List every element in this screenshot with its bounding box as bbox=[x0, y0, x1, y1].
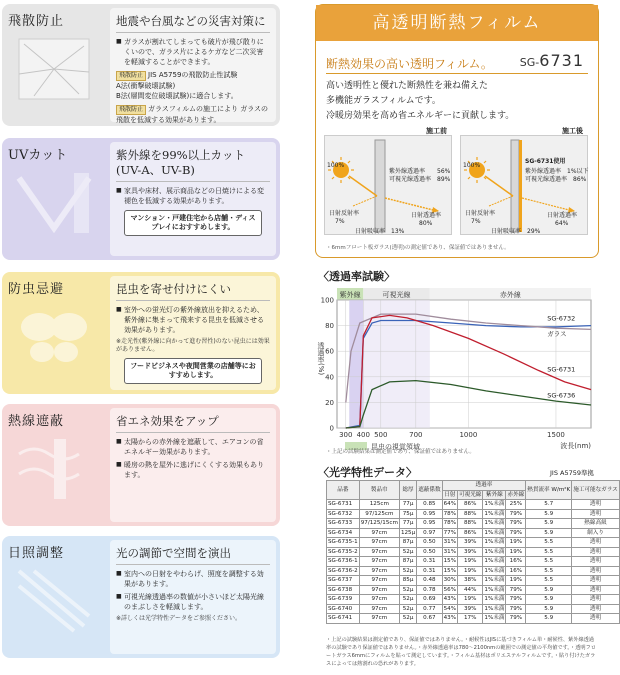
recommendation-pill: マンション・戸建住宅から店舗・ディスプレイにおすすめします。 bbox=[124, 210, 262, 236]
table-row bbox=[327, 566, 620, 576]
table-cell: 0.85 bbox=[417, 500, 442, 510]
table-row bbox=[327, 519, 620, 529]
y-tick-label: 80 bbox=[325, 322, 334, 331]
table-cell: 43% bbox=[443, 615, 457, 621]
hero-subtitle: 断熱効果の高い透明フィルム。 bbox=[326, 57, 493, 71]
series-label: ガラス bbox=[547, 329, 567, 338]
table-cell: 97cm bbox=[359, 538, 399, 548]
band-label: 紫外線 bbox=[339, 291, 361, 299]
product-code: SG-6731 bbox=[519, 51, 584, 70]
product-hero bbox=[315, 4, 599, 258]
table-cell: 64% bbox=[443, 501, 457, 507]
table-cell: 77μ bbox=[399, 500, 416, 510]
table-cell: 52μ bbox=[399, 604, 416, 614]
feature-bullet: ■ 暖房の熱を屋外に逃げにくくする効果もあります。 bbox=[116, 460, 270, 480]
x-tick-label: 1000 bbox=[459, 431, 478, 439]
table-cell: 30% bbox=[443, 577, 457, 583]
product-code-number: 6731 bbox=[539, 51, 584, 70]
table-cell: 網入り bbox=[572, 528, 620, 538]
film-layer bbox=[519, 140, 522, 232]
table-cell: 熱線高級 bbox=[572, 519, 620, 529]
y-axis-label: 透過率(%) bbox=[317, 342, 325, 376]
feature-label: 熱線遮蔽 bbox=[8, 414, 65, 429]
y-tick-label: 0 bbox=[329, 424, 334, 433]
table-cell: 52μ bbox=[399, 585, 416, 595]
table-cell: 56% bbox=[443, 586, 457, 593]
table-row bbox=[327, 547, 620, 557]
glass-pane bbox=[375, 140, 385, 232]
table-cell: 97cm bbox=[359, 595, 399, 605]
table-cell: 5.9 bbox=[526, 604, 572, 614]
feature-insect-repellent bbox=[2, 272, 280, 394]
table-cell: SG-6733 bbox=[327, 519, 360, 529]
col-header: 施工可能なガラス bbox=[572, 481, 620, 500]
table-cell: 97cm bbox=[359, 566, 399, 576]
insect-vision-region bbox=[349, 300, 363, 428]
table-cell: 1%未満 bbox=[484, 510, 505, 517]
col-header: 赤外線 bbox=[507, 491, 525, 498]
table-cell: 19% bbox=[506, 538, 526, 548]
feature-uv-cut bbox=[2, 138, 280, 260]
table-cell: 5.9 bbox=[526, 509, 572, 519]
table-cell: 78% bbox=[443, 510, 457, 517]
table-cell: 0.48 bbox=[417, 576, 442, 586]
comparison-title: 施工前 bbox=[426, 127, 447, 135]
table-cell: 0.77 bbox=[417, 604, 442, 614]
feature-heat-shield bbox=[2, 404, 280, 526]
table-cell: 39% bbox=[458, 538, 483, 548]
table-cell: 19% bbox=[506, 576, 526, 586]
table-header-row bbox=[327, 481, 620, 491]
table-row bbox=[327, 500, 620, 510]
feature-label: 防虫忌避 bbox=[8, 282, 65, 297]
table-cell: 透明 bbox=[572, 566, 620, 576]
table-row bbox=[327, 576, 620, 586]
x-axis-label: 波長(nm) bbox=[560, 442, 591, 450]
x-tick-label: 400 bbox=[356, 431, 370, 439]
feature-panel bbox=[110, 408, 276, 522]
table-cell: 透明 bbox=[572, 576, 620, 586]
jis-line: JIS A5759の飛散防止性試験 bbox=[148, 71, 238, 79]
table-cell: 97cm bbox=[359, 528, 399, 538]
butterfly-icon bbox=[14, 302, 94, 372]
col-header: 製品巾 bbox=[359, 481, 399, 500]
table-cell: 0.31 bbox=[417, 566, 442, 576]
table-cell: 97cm bbox=[359, 585, 399, 595]
table-cell: 97/125cm bbox=[359, 509, 399, 519]
table-cell: 38% bbox=[458, 576, 483, 586]
feature-bullet: ■ 太陽からの赤外線を遮蔽して、エアコンの省エネルギー効果があります。 bbox=[116, 437, 270, 457]
table-cell: 87μ bbox=[399, 538, 416, 548]
table-cell: 5.5 bbox=[526, 538, 572, 548]
chart-title: 〈透過率試験〉 bbox=[318, 270, 395, 283]
feature-sunlight-control bbox=[2, 536, 280, 658]
feature-heading: 光の調節で空間を演出 bbox=[116, 546, 270, 565]
table-cell: 15% bbox=[443, 567, 457, 574]
divider bbox=[326, 73, 588, 74]
table-cell: 透明 bbox=[572, 614, 620, 624]
table-cell: 1%未満 bbox=[484, 529, 505, 536]
jis-tag: 飛散防止 bbox=[116, 71, 146, 81]
table-cell: 19% bbox=[458, 557, 483, 567]
table-cell: 透明 bbox=[572, 500, 620, 510]
table-cell: 17% bbox=[458, 614, 483, 624]
table-cell: 0.50 bbox=[417, 538, 442, 548]
table-cell: 39% bbox=[458, 547, 483, 557]
feature-bullet: ■ ガラスが割れてしまっても破片が飛び散りにくいので、ガラス片によるケガなど二次災害を軽減することができます。 bbox=[116, 37, 270, 67]
table-cell: 77μ bbox=[399, 519, 416, 529]
jis-line: B法(層間変位破壊試験)に適合します。 bbox=[116, 92, 238, 100]
insect-legend-label: 昆虫の視覚領域 bbox=[371, 443, 420, 451]
band-label: 赤外線 bbox=[499, 291, 521, 299]
table-cell: 125cm bbox=[359, 500, 399, 510]
table-cell: 0.78 bbox=[417, 585, 442, 595]
series-label: SG-6731 bbox=[547, 365, 576, 374]
table-cell: 19% bbox=[458, 566, 483, 576]
feature-label: 飛散防止 bbox=[8, 14, 65, 29]
comparison-before: 施工前 100% 紫外線透過率 56% 可視光線透過率 89% 日射反射率 7% 日射透過率 80% 日射吸収率 13% bbox=[324, 135, 452, 235]
table-cell: 5.9 bbox=[526, 585, 572, 595]
cracked-glass-icon bbox=[14, 34, 94, 104]
optical-properties-table bbox=[326, 480, 620, 624]
col-group-header: 透過率 bbox=[442, 481, 526, 491]
table-cell: 79% bbox=[506, 614, 526, 624]
cert-tag: 飛散防止 bbox=[116, 105, 146, 115]
table-cell: 1%未満 bbox=[484, 615, 505, 621]
table-cell: 0.50 bbox=[417, 547, 442, 557]
sun-ray-icon bbox=[14, 566, 94, 636]
product-used: SG-6731使用 bbox=[525, 158, 566, 165]
col-header: 総厚 bbox=[399, 481, 416, 500]
table-cell: 52μ bbox=[399, 547, 416, 557]
table-cell: 5.9 bbox=[526, 528, 572, 538]
table-cell: SG-6731 bbox=[327, 500, 360, 510]
y-tick-label: 60 bbox=[325, 347, 334, 356]
jis-note: JIS A5759準拠 bbox=[549, 469, 594, 477]
table-cell: 44% bbox=[458, 585, 483, 595]
comparison-title: 施工後 bbox=[562, 127, 583, 135]
table-cell: 79% bbox=[506, 528, 526, 538]
table-cell: 5.5 bbox=[526, 547, 572, 557]
table-cell: 31% bbox=[443, 539, 457, 545]
table-cell: SG-6736-1 bbox=[328, 558, 358, 564]
table-cell: 0.67 bbox=[417, 614, 442, 624]
feature-heading: 昆虫を寄せ付けにくい bbox=[116, 282, 270, 301]
table-row bbox=[327, 614, 620, 624]
table-cell: 0.31 bbox=[417, 557, 442, 567]
x-tick-label: 500 bbox=[374, 431, 388, 439]
table-cell: 透明 bbox=[572, 604, 620, 614]
y-tick-label: 20 bbox=[325, 398, 334, 407]
table-cell: 0.95 bbox=[417, 519, 442, 529]
sun-percent: 100% bbox=[327, 162, 345, 169]
x-tick-label: 700 bbox=[409, 431, 423, 439]
table-cell: 97cm bbox=[359, 576, 399, 586]
table-cell: 79% bbox=[506, 585, 526, 595]
table-cell: 19% bbox=[506, 547, 526, 557]
table-cell: 1%未満 bbox=[484, 548, 505, 555]
table-cell: 透明 bbox=[572, 509, 620, 519]
table-cell: 88% bbox=[458, 519, 483, 529]
table-cell: 5.9 bbox=[526, 519, 572, 529]
table-row bbox=[327, 528, 620, 538]
table-cell: 透明 bbox=[572, 538, 620, 548]
table-cell: 39% bbox=[458, 604, 483, 614]
feature-bullet: ■ 室外への蛍光灯の紫外線放出を抑えるため、紫外線に集まって飛来する昆虫を低減させる効果があります。 bbox=[116, 305, 270, 335]
feature-note: ※走光性(紫外線に向かって進む習性)のない昆虫には効果がありません。 bbox=[116, 338, 270, 353]
table-cell: SG-6737 bbox=[327, 576, 360, 586]
heat-shield-icon bbox=[14, 434, 94, 504]
table-cell: SG-6738 bbox=[327, 585, 360, 595]
feature-heading: 地震や台風などの災害対策に bbox=[116, 14, 270, 33]
table-footnotes: ・上記の試験結果は測定値であり、保証値ではありません。・耐候性はJISに基づきフィルム単・耐候性、紫外線透過率の試験であり保証値ではありません。・赤外線透過率は780〜2100nmの範囲での測定値の平均値です。・透明フロートガラス6mmにフィルムを貼って測定しています。・フィルム基材はポリエステルフィルムです。・貼り付けたガラスによっては熱割れの恐れがあります。 bbox=[326, 637, 596, 667]
table-cell: 77% bbox=[443, 529, 457, 536]
col-header: 可視光線 bbox=[459, 491, 482, 498]
table-cell: 52μ bbox=[399, 614, 416, 624]
feature-bullet: ■ 室内への日射をやわらげ、照度を調整する効果があります。 bbox=[116, 569, 270, 589]
hero-footnote: ・6mmフロート板ガラス(透明)の測定値であり、保証値ではありません。 bbox=[326, 245, 510, 251]
table-cell: SG-6736-2 bbox=[328, 567, 358, 574]
table-cell: 1%未満 bbox=[484, 558, 505, 564]
feature-label: UVカット bbox=[8, 148, 68, 163]
table-cell: SG-6741 bbox=[327, 614, 360, 624]
table-cell: 97cm bbox=[359, 614, 399, 624]
table-cell: 25% bbox=[506, 500, 526, 510]
series-label: SG-6736 bbox=[547, 391, 576, 400]
y-tick-label: 100 bbox=[320, 296, 334, 305]
table-cell: 16% bbox=[506, 566, 526, 576]
cert-block bbox=[116, 104, 270, 125]
feature-heading: 紫外線を99%以上カット (UV-A、UV-B) bbox=[116, 148, 270, 182]
table-cell: 86% bbox=[458, 500, 483, 510]
table-row bbox=[327, 509, 620, 519]
table-cell: 1%未満 bbox=[484, 520, 505, 526]
col-header: 品番 bbox=[327, 481, 360, 500]
feature-label: 日照調整 bbox=[8, 546, 65, 561]
table-cell: 31% bbox=[443, 548, 457, 555]
table-cell: 75μ bbox=[399, 509, 416, 519]
feature-panel bbox=[110, 276, 276, 390]
visible-region bbox=[363, 300, 430, 428]
table-cell: 1%未満 bbox=[484, 596, 505, 602]
table-cell: 125μ bbox=[400, 529, 416, 536]
table-cell: 97cm bbox=[359, 557, 399, 567]
table-cell: 97/125/15cm bbox=[360, 520, 398, 526]
table-cell: 79% bbox=[506, 509, 526, 519]
table-cell: 19% bbox=[458, 595, 483, 605]
table-cell: 5.9 bbox=[526, 595, 572, 605]
table-cell: 透明 bbox=[572, 595, 620, 605]
table-cell: 85μ bbox=[399, 576, 416, 586]
table-cell: 1%未満 bbox=[484, 539, 505, 545]
table-cell: 86% bbox=[458, 528, 483, 538]
col-header: 紫外線 bbox=[483, 490, 506, 500]
table-cell: SG-6739 bbox=[327, 595, 360, 605]
table-cell: 0.97 bbox=[417, 528, 442, 538]
table-cell: SG-6740 bbox=[327, 604, 360, 614]
table-cell: 88% bbox=[458, 509, 483, 519]
table-cell: 43% bbox=[443, 596, 457, 602]
table-title: 〈光学特性データ〉 bbox=[318, 466, 417, 479]
table-cell: 1%未満 bbox=[484, 605, 505, 612]
table-cell: 97cm bbox=[359, 604, 399, 614]
feature-panel bbox=[110, 142, 276, 256]
cert-text: ガラスフィルムの施工により ガラスの飛散を低減する効果があります。 bbox=[116, 105, 268, 124]
table-cell: 5.5 bbox=[526, 557, 572, 567]
chart-footnote: ・上記の試験結果は測定値であり、保証値ではありません。 bbox=[326, 449, 475, 455]
feature-bullet: ■ 可視光線透過率の数値が小さいほど太陽光線のまぶしさを軽減します。 bbox=[116, 592, 270, 612]
col-header: 遮蔽係数 bbox=[417, 481, 442, 500]
x-tick-label: 300 bbox=[339, 431, 353, 439]
table-cell: 1%未満 bbox=[484, 577, 505, 583]
feature-heading: 省エネ効果をアップ bbox=[116, 414, 270, 433]
table-cell: 79% bbox=[506, 595, 526, 605]
table-cell: 0.95 bbox=[417, 509, 442, 519]
table-row bbox=[327, 538, 620, 548]
uv-ray-icon bbox=[14, 168, 94, 238]
table-cell: 52μ bbox=[399, 595, 416, 605]
recommendation-pill: フードビジネスや夜間営業の店舗等におすすめします。 bbox=[124, 358, 262, 384]
table-row bbox=[327, 604, 620, 614]
col-header: 熱貫流率 W/m²K bbox=[526, 481, 572, 500]
table-cell: 1%未満 bbox=[484, 567, 505, 574]
jis-line: A法(衝撃破壊試験) bbox=[116, 82, 176, 90]
table-cell: 透明 bbox=[572, 547, 620, 557]
table-cell: 78% bbox=[443, 520, 457, 526]
feature-note: ※詳しくは光学特性データをご参照ください。 bbox=[116, 615, 242, 622]
band-label: 可視光線 bbox=[382, 291, 411, 299]
table-cell: 87μ bbox=[399, 557, 416, 567]
y-tick-label: 40 bbox=[325, 373, 334, 382]
feature-panel bbox=[110, 540, 276, 654]
table-cell: SG-6735-2 bbox=[328, 548, 358, 555]
table-cell: 1%未満 bbox=[484, 586, 505, 593]
table-cell: 16% bbox=[506, 557, 526, 567]
table-cell: 79% bbox=[506, 519, 526, 529]
table-row bbox=[327, 557, 620, 567]
x-tick-label: 1500 bbox=[547, 431, 565, 439]
table-cell: SG-6735-1 bbox=[328, 539, 358, 545]
table-cell: 0.69 bbox=[417, 595, 442, 605]
feature-panel bbox=[110, 8, 276, 122]
table-row bbox=[327, 585, 620, 595]
col-header: 日射 bbox=[442, 490, 457, 500]
table-cell: 5.7 bbox=[526, 500, 572, 510]
table-row bbox=[327, 595, 620, 605]
table-cell: 97cm bbox=[359, 547, 399, 557]
hero-title: 高透明断熱フィルム bbox=[316, 5, 598, 41]
jis-block bbox=[116, 70, 270, 101]
table-cell: 52μ bbox=[399, 566, 416, 576]
table-cell: 79% bbox=[506, 604, 526, 614]
table-cell: 5.9 bbox=[526, 614, 572, 624]
comparison-after: 施工後 SG-6731使用 100% 紫外線透過率 1%以下 可視光線透過率 86% 日射反射率 7% 日射透過率 64% 日射吸収率 29% bbox=[460, 135, 588, 235]
table-cell: 透明 bbox=[572, 557, 620, 567]
table-cell: 5.5 bbox=[526, 576, 572, 586]
series-label: SG-6732 bbox=[547, 314, 576, 323]
table-cell: 透明 bbox=[572, 585, 620, 595]
table-cell: SG-6734 bbox=[327, 528, 360, 538]
table-cell: 1%未満 bbox=[484, 501, 505, 507]
feature-bullet: ■ 家具や床材、展示商品などの日焼けによる変褪色を低減する効果があります。 bbox=[116, 186, 270, 206]
table-cell: 54% bbox=[443, 605, 457, 612]
table-cell: SG-6732 bbox=[327, 509, 360, 519]
transmittance-chart bbox=[313, 282, 599, 458]
table-cell: 15% bbox=[443, 558, 457, 564]
feature-scatter-prevention bbox=[2, 4, 280, 126]
hero-description: 高い透明性と優れた断熱性を兼ね備えた 多機能ガラスフィルムです。 冷暖房効果を高め省エネルギーに貢献します。 bbox=[326, 81, 515, 121]
table-cell: 5.5 bbox=[526, 566, 572, 576]
